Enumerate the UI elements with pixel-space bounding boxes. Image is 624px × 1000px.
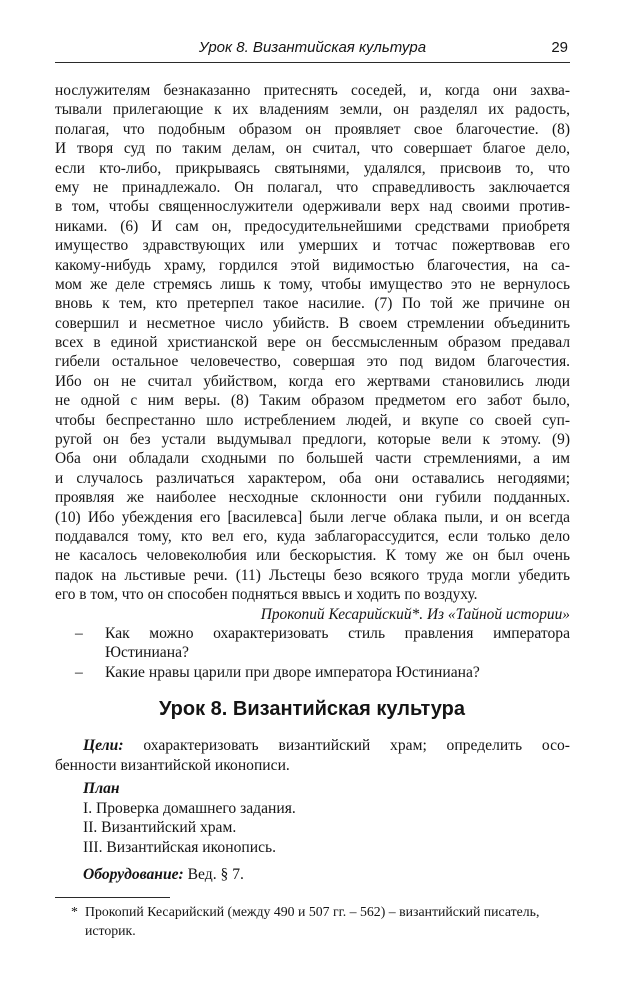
running-head-title: Урок 8. Византийская культура (198, 39, 427, 56)
page-number: 29 (551, 39, 568, 56)
footnote (72, 903, 572, 940)
equipment-text: Вед. § 7. (183, 866, 244, 883)
question-item (75, 624, 570, 663)
footnote-separator (55, 897, 170, 898)
plan-item: I. Проверка домашнего задания. (83, 800, 296, 817)
lesson-heading: Урок 8. Византийская культура (158, 698, 465, 720)
excerpt-line: падок на льстивые речи. (11) Льстецы безо всякого труда могли убедить (55, 566, 570, 584)
question-text: Какие нравы царили при дворе императора Юстиниана? (105, 663, 480, 681)
goals-line-1 (55, 736, 570, 756)
excerpt-line: никами. (6) И сам он, предосудительнейшими средствами приобретя (55, 217, 570, 235)
excerpt-line: не касалось человеколюбия или бескорыстия. К тому же он был очень (55, 547, 570, 565)
excerpt-line: И творя суд по таким делам, он считал, что совершает благое дело, (55, 140, 570, 158)
running-head (55, 40, 570, 63)
plan-label: План (83, 780, 120, 797)
excerpt-line: совершил и несметное число убийств. В своем стремлении объединить (55, 314, 570, 332)
dash-marker: – (75, 663, 83, 681)
question-item (75, 663, 570, 682)
questions-list (75, 624, 570, 682)
excerpt-line: Оба они обладали сходными по большей части стремлениями, а им (55, 450, 570, 468)
excerpt-line: если кто-либо, прикрываясь святынями, удалялся, присвоив то, что (55, 159, 570, 177)
footnote-line-1: Прокопий Кесарийский (между 490 и 507 гг. – 562) – византийский писатель, (85, 904, 540, 919)
excerpt-line: Ибо он не считал убийством, когда его жертвами становились люди (55, 372, 570, 390)
dash-marker: – (75, 625, 83, 642)
question-text: Как можно охарактеризовать стиль правления императора Юстиниана? (105, 625, 570, 662)
equipment-line (83, 865, 563, 884)
footnote-marker: * (71, 904, 78, 919)
attribution: Прокопий Кесарийский*. Из «Тайной истории» (260, 606, 570, 623)
excerpt-line: его в том, что он способен подняться ввысь и ходить по воздуху. (55, 586, 478, 604)
plan-list (83, 799, 563, 857)
footnote-line-2: историк. (85, 922, 136, 938)
excerpt-line: чтобы беспрестанно шло истреблением людей, и вкупе со своей суп- (55, 411, 570, 429)
excerpt-line: полагая, что подобным образом он проявляет свое благочестие. (8) (55, 120, 570, 138)
excerpt-line: нослужителям безнаказанно притеснять соседей, и, когда они захва- (55, 82, 570, 99)
excerpt-line: вновь к тем, кто претерпел такое насилие. (7) По той же причине он (55, 295, 570, 313)
excerpt-line: всех в единой христианской вере он бессмысленным образом предавал (55, 334, 570, 352)
goals-paragraph (55, 736, 570, 775)
excerpt-line: проявляя же наиболее несходные склонности они губили подданных. (55, 489, 570, 507)
excerpt-line: мом же деле стремясь лишь к тому, чтобы имущество это не вернулось (55, 275, 570, 293)
goals-line-2: бенности византийской иконописи. (55, 756, 290, 774)
equipment-label: Оборудование: (83, 866, 184, 883)
goals-label: Цели: (83, 737, 124, 754)
goals-text: охарактеризовать византийский храм; определить осо- (123, 737, 570, 754)
excerpt-line: ему не принадлежало. Он полагал, что справедливость заключается (55, 178, 570, 196)
excerpt-line: какому-нибудь храму, гордился этой видимостью благочестия, на са- (55, 256, 570, 274)
excerpt-line: и случалось различаться характером, оба они оставались негодяями; (55, 469, 570, 487)
excerpt-line: гибели остальное человечество, совершая это под видом благочестия. (55, 353, 570, 371)
excerpt-line: в том, чтобы священнослужители одерживали верх над своими против- (55, 198, 570, 216)
excerpt-line: имущество здравствующих или умерших и тотчас пожертвовав его (55, 237, 570, 255)
excerpt-line: ругой он без устали выдумывал предлоги, которые вели к этому. (9) (55, 431, 570, 449)
plan-item: III. Византийская иконопись. (83, 838, 276, 856)
excerpt-line: не одной с ним веры. (8) Таким образом предметом его забот было, (55, 392, 570, 410)
excerpt-line: тывали прилегающие к их владениям земли, он разделял их радость, (55, 101, 570, 119)
plan-item: II. Византийский храм. (83, 819, 237, 837)
footnote-text (85, 903, 572, 940)
excerpt-line: (10) Ибо убеждения его [василевса] были легче облака пыли, и он всегда (55, 508, 570, 526)
excerpt-paragraph (55, 81, 570, 605)
excerpt-line: поддавался тому, кто вел его, куда заблагорассудится, если только дело (55, 527, 570, 545)
